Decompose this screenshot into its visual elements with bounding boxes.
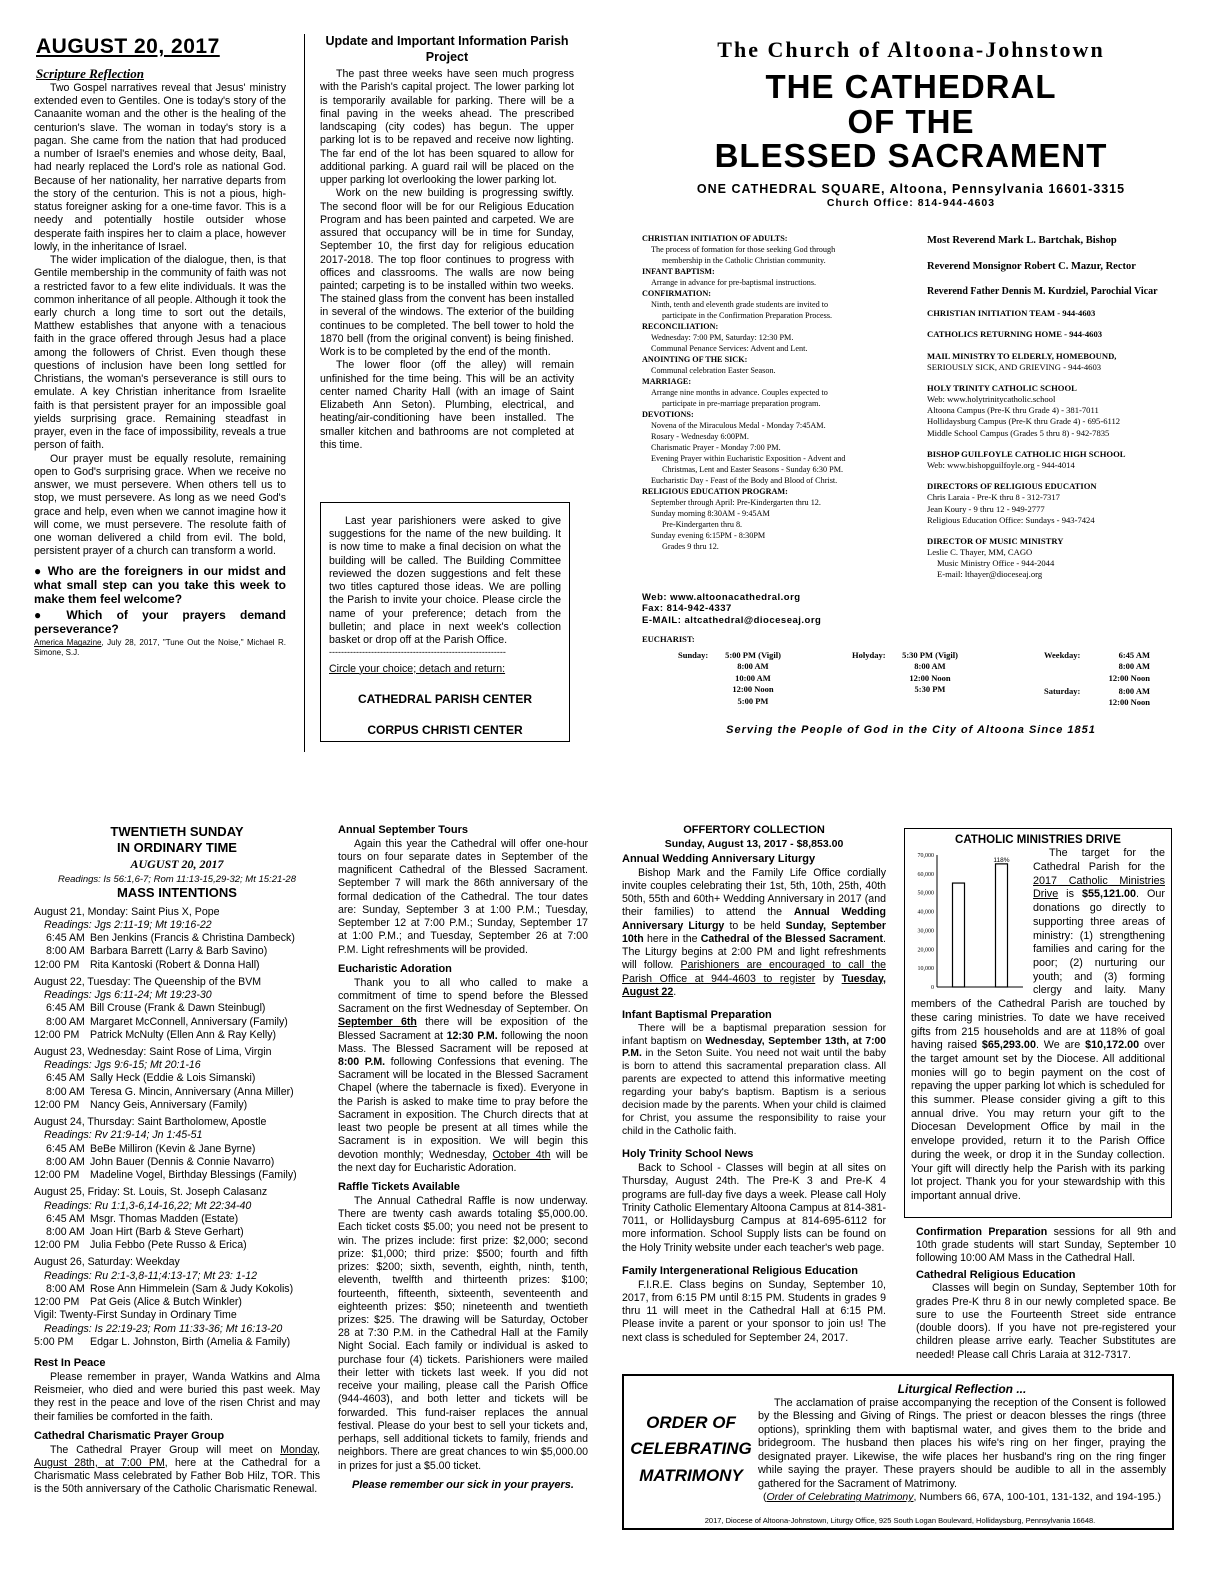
parish-project-paragraph: The past three weeks have seen much progress with the Parish's capital project. The lower parking lot is temporarily available for parking. There will be a final paving in the weeks ahead. The prescribed landscaping (city codes) has begun. The upper parking lot is to be repaved and receive now lighting. The far end of the lot has been squared to allow for additional parking. A guard rail will be placed on the upper parking lot overlooking the lower parking lot.	[320, 68, 574, 187]
y-tick-label: 60,000	[917, 872, 934, 879]
email-link[interactable]: E-MAIL: altcathedral@dioceseaj.org	[642, 614, 822, 626]
vigil-readings: Readings: Is 22:19-23; Rom 11:33-36; Mt 16:13-20	[44, 1322, 283, 1335]
sacrament-detail: Arrange in advance for pre-baptismal instructions.	[651, 277, 817, 287]
serving-tagline: Serving the People of God in the City of Altoona Since 1851	[726, 724, 1096, 736]
liturgical-reflection	[758, 1382, 1166, 1505]
baptism-text: There will be a baptismal preparation session for infant baptism on Wednesday, September 13th, at 7:00 P.M. in the Seton Suite. You need not wait until the baby is born to attend this sacramental preparation class. All parents are expected to attend this informative meeting regarding your baby's baptism. Baptism is a serious decision made by the parents. When your child is claimed for Christ, you assume the responsibility to raise your child in the Catholic faith.	[622, 1022, 887, 1137]
mass-time: 12:00 PM	[34, 1098, 80, 1111]
mass-day-readings: Readings: Jgs 9:6-15; Mt 20:1-16	[44, 1059, 201, 1072]
sacrament-detail: Ninth, tenth and eleventh grade students are invited to	[651, 299, 829, 309]
mass-intention: Joan Hirt (Barb & Steve Gerhart)	[90, 1226, 244, 1239]
parish-project-paragraph: Work on the new building is progressing swiftly. The second floor will be for our Religious Education Program and has been painted and carpeted. We are assured that occupancy will be in time for Sunday, September 10, the first day for religious education 2017-2018. The top floor continues to progress with offices and classrooms. The walls are now being painted; carpeting is to be installed within two weeks. The stained glass from the convent has been installed in several of the windows. The exterior of the building continues to be completed. The bell tower to hold the 1870 bell (from the original convent) is being finished. Work is to be completed by the end of the month.	[320, 187, 574, 359]
mass-intentions-list	[34, 906, 320, 1310]
bar	[996, 864, 1008, 987]
staff-line: BISHOP GUILFOYLE CATHOLIC HIGH SCHOOL	[927, 448, 1126, 459]
sacrament-heading: RECONCILIATION:	[642, 321, 719, 331]
mass-time: 6:45 AM	[46, 1002, 85, 1015]
rector-name: Reverend Monsignor Robert C. Mazur, Rector	[927, 260, 1136, 272]
staff-line: MAIL MINISTRY TO ELDERLY, HOMEBOUND,	[927, 350, 1117, 361]
mass-intention: Edgar L. Johnston, Birth (Amelia & Family)	[90, 1335, 291, 1348]
y-tick-label: 70,000	[917, 853, 934, 860]
y-tick-label: 0	[931, 985, 934, 992]
religious-ed-text: Classes will begin on Sunday, September 10th for grades Pre-K thru 8 in our newly completed space. Be sure to use the Fourteenth Street side entrance (double doors). If you have not pre-registered your children please arrive early. Teacher Substitutes are needed! Please call Chris Laraia at 312-7317.	[916, 1282, 1176, 1361]
sacrament-detail: Arrange nine months in advance. Couples expected to	[651, 387, 828, 397]
mass-time: 5:30 PM (Vigil)	[902, 650, 958, 660]
liturgical-citation: (Order of Celebrating Matrimony, Numbers 66, 67A, 100-101, 131-132, and 194-195.)	[762, 1491, 1162, 1504]
mass-day	[34, 1046, 320, 1112]
sacrament-heading: ANOINTING OF THE SICK:	[642, 354, 748, 364]
mass-time: 8:00 AM	[1118, 686, 1150, 696]
staff-line: Middle School Campus (Grades 5 thru 8) - 942-7835	[927, 427, 1110, 438]
confirmation-text: Confirmation Preparation sessions for all 9th and 10th grade students will start Sunday, September 10 following 10:00 AM Mass in the Cathedral Hall.	[916, 1226, 1177, 1265]
mass-day	[34, 976, 320, 1042]
parish-project-paragraph: The lower floor (off the alley) will remain unfinished for the time being. This will be an activity center named Charity Hall (with an image of Saint Elizabeth Ann Seton). Plumbing, electrical, and heating/air-conditioning have been installed. The smaller kitchen and bathrooms are not completed at this time.	[320, 359, 574, 451]
holyday-label: Holyday:	[852, 650, 886, 660]
sacraments-list	[642, 234, 922, 553]
liturgical-reflection-box	[622, 1374, 1174, 1530]
sacrament-detail: Rosary - Wednesday 6:00PM.	[651, 431, 749, 441]
sunday-readings: Readings: Is 56:1,6-7; Rom 11:13-15,29-32; Mt 15:21-28	[58, 873, 296, 885]
mass-day	[34, 1186, 320, 1252]
vicar-name: Reverend Father Dennis M. Kurdziel, Parochial Vicar	[927, 286, 1158, 298]
mass-time: 6:45 AM	[46, 1212, 85, 1225]
mass-intention: Julia Febbo (Pete Russo & Erica)	[90, 1239, 247, 1252]
mass-time: 10:00 AM	[735, 672, 771, 683]
mass-time: 12:00 Noon	[1108, 697, 1150, 708]
ministries-drive-box	[904, 828, 1172, 1218]
school-news-heading: Holy Trinity School News	[622, 1148, 754, 1161]
mass-entry	[34, 1226, 320, 1239]
liturgy-office-footer: 2017, Diocese of Altoona-Johnstown, Liturgy Office, 925 South Logan Boulevard, Hollidaysburg, Pennsylvania 16648.	[704, 1516, 1096, 1525]
mass-entry	[34, 1156, 320, 1169]
staff-line: CHRISTIAN INITIATION TEAM - 944-4603	[927, 308, 1096, 319]
mass-intention: John Bauer (Dennis & Connie Navarro)	[90, 1155, 275, 1168]
ballot-option-1[interactable]: CATHEDRAL PARISH CENTER	[357, 691, 532, 706]
sacrament-detail: Novena of the Miraculous Medal - Monday 7:45AM.	[651, 420, 826, 430]
y-tick-label: 50,000	[917, 891, 934, 898]
scripture-paragraph: Two Gospel narratives reveal that Jesus' ministry extended even to Gentiles. One is today's story of the Canaanite woman and the other is the healing of the centurion's slave. The woman in today's story is a pagan. She came from the nation that had produced a number of Israel's enemies and whose deity, Baal, had nearly replaced the Lord's role as national God. Because of her nationality, her narrative departs from the story of the centurion. This is not a pious, high-status foreigner asking for a one-time favor. This is a needy and potentially hostile outsider whose desperate faith inspires her to claim a place, however lowly, in the inheritance of Israel.	[34, 82, 286, 253]
staff-line: Web: www.bishopguilfoyle.org - 944-4014	[927, 460, 1075, 470]
sunday-date: AUGUST 20, 2017	[130, 856, 224, 871]
saturday-label: Saturday:	[1044, 686, 1081, 696]
baptism-heading: Infant Baptismal Preparation	[622, 1008, 772, 1021]
mass-entry	[34, 959, 320, 972]
charismatic-heading: Cathedral Charismatic Prayer Group	[34, 1429, 225, 1442]
mass-intention: BeBe Milliron (Kevin & Jane Byrne)	[90, 1142, 256, 1155]
mass-day-readings: Readings: Jgs 2:11-19; Mt 19:16-22	[44, 918, 212, 931]
ballot-option-2[interactable]: CORPUS CHRISTI CENTER	[367, 722, 523, 737]
cathedral-title: THE CATHEDRAL OF THE BLESSED SACRAMENT	[714, 68, 1108, 175]
offertory-heading: OFFERTORY COLLECTION	[683, 824, 825, 836]
liturgical-heading: Liturgical Reflection ...	[897, 1382, 1027, 1396]
mass-time: 8:00 AM	[914, 661, 946, 672]
mass-intention: Sally Heck (Eddie & Lois Simanski)	[90, 1072, 256, 1085]
parish-project-heading: Update and Important Information Parish Project	[325, 34, 569, 64]
mass-day	[34, 1116, 320, 1182]
mass-day-title: August 22, Tuesday: The Queenship of the BVM	[34, 975, 262, 988]
mass-intention: Patrick McNulty (Ellen Ann & Ray Kelly)	[90, 1028, 277, 1041]
mass-entry	[34, 1213, 320, 1226]
parish-project	[320, 34, 574, 452]
sacrament-heading: DEVOTIONS:	[642, 409, 694, 419]
staff-line: Web: www.holytrinitycatholic.school	[927, 394, 1056, 405]
mass-time: 5:00 PM	[34, 1335, 74, 1348]
ministries-drive-chart	[907, 847, 1029, 995]
religious-ed-heading: Cathedral Religious Education	[916, 1268, 1076, 1281]
anniversary-text: Bishop Mark and the Family Life Office cordially invite couples celebrating their 1st, 5th, 10th, 25th, 40th 50th, 55th and 60th+ Wedding Anniversary in 2017 (and their families) to attend the Annual Wedding Anniversary Liturgy to be held Sunday, September 10th here in the Cathedral of the Blessed Sacrament. The Liturgy begins at 2:00 PM and light refreshments will follow. Parishioners are encouraged to call the Parish Office at 944-4603 to register by Tuesday, August 22.	[622, 866, 887, 998]
mass-time: 5:00 PM (Vigil)	[725, 650, 781, 660]
mass-entry	[34, 945, 320, 958]
y-tick-label: 40,000	[917, 909, 934, 916]
mass-intention: Rose Ann Himmelein (Sam & Judy Kokolis)	[90, 1282, 294, 1295]
page-date-title: AUGUST 20, 2017	[36, 35, 220, 58]
mass-intentions-column	[34, 824, 320, 1497]
mass-time: 12:00 Noon	[1108, 672, 1150, 683]
mass-time: 12:00 PM	[34, 1239, 80, 1252]
church-name: The Church of Altoona-Johnstown	[717, 37, 1105, 62]
mass-day-readings: Readings: Jgs 6:11-24; Mt 19:23-30	[44, 989, 212, 1002]
sacrament-detail: September through April: Pre-Kindergarten thru 12.	[651, 497, 821, 507]
sacrament-detail: Communal celebration Easter Season.	[651, 365, 776, 375]
mass-time: 12:00 Noon	[909, 672, 951, 683]
church-office-phone: Church Office: 814-944-4603	[826, 197, 996, 209]
liturgical-text: The acclamation of praise accompanying the reception of the Consent is followed by the Blessing and Giving of Rings. The priest or deacon blesses the rings (three options), sprinkling them with baptismal water, and gives them to the bride and bridegroom. The husband then places his wife's ring on her finger, praying the designated prayer. Likewise, the wife places her husband's ring on the ring finger while saying the prayer. These prayers should be audible to all in the assembly gathered for the Sacrament of Matrimony.	[758, 1397, 1166, 1490]
bar-data-label: 118%	[993, 857, 1010, 865]
fax-number: Fax: 814-942-4337	[642, 603, 732, 615]
matrimony-title: ORDER OF CELEBRATING MATRIMONY	[630, 1413, 752, 1485]
citation: America Magazine, July 28, 2017, "Tune Out the Noise," Michael R. Simone, S.J.	[34, 638, 287, 658]
mass-time: 5:00 PM	[737, 695, 769, 706]
mass-entry	[34, 1169, 320, 1182]
adoration-heading: Eucharistic Adoration	[338, 962, 452, 975]
mass-intention: Madeline Vogel, Birthday Blessings (Family)	[90, 1169, 297, 1182]
mass-time: 12:00 Noon	[732, 684, 774, 695]
sacrament-heading: MARRIAGE:	[642, 376, 692, 386]
raffle-text: The Annual Cathedral Raffle is now underway. There are twenty cash awards totaling $5,000.00. Each ticket costs $5.00; you need not be present to win. The prizes include: first prize: $2,000; second prize: $1,000; third prize: $500; fourth and fifth prizes: $200; sixth, seventh, eighth, ninth, tenth, eleventh, twelfth and thirteenth prizes: $100; fourteenth, fifteenth, sixteenth, seventeenth and eighteenth prizes: $50; nineteenth and twentieth prizes: $25. The drawing will be Saturday, October 28 at 7:30 P.M. in the Cathedral Hall at the Family Night Social. Each family or individual is asked to purchase four (4) tickets. Parishioners were mailed their letter with tickets last week. If you did not receive your mailing, please call the Parish Office (944-4603), and both letter and tickets will be forwarded. This fund-raiser replaces the annual festival. Please do your best to sell your tickets and, perhaps, sell additional tickets to family, friends and neighbors. There are great chances to win $5,000.00 in prizes for just a $5.00 ticket.	[338, 1194, 588, 1472]
anniversary-heading: Annual Wedding Anniversary Liturgy	[622, 852, 816, 865]
ballot-instruction: Circle your choice; detach and return:	[329, 662, 506, 675]
mass-time: 12:00 PM	[34, 1296, 80, 1309]
vigil-entry	[34, 1309, 320, 1349]
events-column	[622, 824, 886, 1345]
vigil-title: Vigil: Twenty-First Sunday in Ordinary Time	[34, 1309, 237, 1322]
sacrament-detail: membership in the Catholic Christian community.	[662, 255, 826, 265]
mass-time: 8:00 AM	[46, 945, 85, 958]
tours-text: Again this year the Cathedral will offer one-hour tours on four separate dates in September of the magnificent Cathedral of the Blessed Sacrament. September 7 will mark the 86th anniversary of the formal dedication of the Cathedral. The tour dates are: Sunday, September 3 at 1:00 P.M.; Tuesday, September 12 at 7:00 P.M.; Sunday, September 17 at 1:00 P.M.; and Tuesday, September 26 at 7:00 P.M. Light refreshments will be provided.	[338, 837, 588, 956]
announcements-column	[338, 824, 588, 1493]
weekday-mass-times	[1090, 650, 1150, 684]
school-news-text: Back to School - Classes will begin at all sites on Thursday, August 24th. The Pre-K 3 and Pre-K 4 programs are full-day five days a week. Please call Holy Trinity Catholic Elementary Altoona Campus at 814-381-7011, or Hollidaysburg Campus at 814-695-6112 for more information. School Supply lists can be found on the Holy Trinity website under each teacher's web page.	[622, 1162, 886, 1254]
mass-intention: Rita Kantoski (Robert & Donna Hall)	[90, 958, 260, 971]
mass-day-title: August 21, Monday: Saint Pius X, Pope	[34, 905, 220, 918]
website-link[interactable]: Web: www.altoonacathedral.org	[642, 592, 801, 603]
scripture-paragraph: Our prayer must be equally resolute, remaining open to God's surprising grace. When we receive no answer, we must persevere. When others tell us to stop, we must persevere. As long as we need God's grace and help, even when we cannot imagine how it will come, we must persevere. The resolute faith of one woman delivered a child from evil. The bold, persistent prayer of a church can transform a world.	[34, 452, 286, 558]
mass-time: 8:00 AM	[46, 1282, 85, 1295]
mass-intention: Ben Jenkins (Francis & Christina Dambeck)	[90, 932, 295, 945]
fire-heading: Family Intergenerational Religious Education	[622, 1264, 858, 1277]
sacrament-detail: Eucharistic Day - Feast of the Body and Blood of Christ.	[651, 475, 838, 485]
mass-time: 8:00 AM	[46, 1015, 85, 1028]
mass-time: 6:45 AM	[46, 1142, 85, 1155]
sacrament-detail: Pre-Kindergarten thru 8.	[662, 519, 743, 529]
cathedral-address: ONE CATHEDRAL SQUARE, Altoona, Pennsylvania 16601-3315	[696, 182, 1126, 196]
mass-intention: Bill Crouse (Frank & Dawn Steinbugl)	[90, 1002, 266, 1015]
sunday-label: Sunday:	[678, 650, 709, 660]
tear-line: -----------------------------------------------------------	[329, 647, 506, 658]
sacrament-heading: INFANT BAPTISM:	[642, 266, 715, 276]
mass-day-readings: Readings: Ru 1:1,3-6,14-16,22; Mt 22:34-40	[44, 1199, 252, 1212]
bishop-name: Most Reverend Mark L. Bartchak, Bishop	[927, 235, 1117, 246]
contact-info	[642, 592, 942, 626]
mass-intention: Msgr. Thomas Madden (Estate)	[90, 1212, 239, 1225]
mass-entry	[34, 1002, 320, 1015]
sacrament-detail: participate in pre-marriage preparation program.	[662, 398, 821, 408]
mass-entry	[34, 1072, 320, 1085]
mass-entry	[34, 932, 320, 945]
mass-intentions-heading: MASS INTENTIONS	[117, 885, 237, 901]
bar	[953, 883, 965, 987]
charismatic-text: The Cathedral Prayer Group will meet on Monday, August 28th, at 7:00 PM, here at the Cathedral for a Charismatic Mass celebrated by Father Bob Hilz, TOR. This is the 50th anniversary of the Catholic Charismatic Renewal.	[34, 1443, 320, 1496]
staff-line: E-mail: lthayer@dioceseaj.org	[937, 569, 1043, 580]
mass-time: 8:00 AM	[46, 1226, 85, 1239]
mass-time: 12:00 PM	[34, 958, 80, 971]
staff-line: Leslie C. Thayer, MM, CAGO	[927, 547, 1033, 558]
fire-text: F.I.R.E. Class begins on Sunday, September 10, 2017, from 6:15 PM until 8:15 PM. Students in grades 9 thru 11 will meet in the Cathedral Hall at 6:15 PM. Please invite a parent or your sponsor to join us! The next class is scheduled for September 24, 2017.	[622, 1278, 886, 1344]
mass-entry	[34, 1099, 320, 1112]
mass-time: 6:45 AM	[46, 932, 85, 945]
mass-day-title: August 24, Thursday: Saint Bartholomew, Apostle	[34, 1116, 267, 1129]
staff-line: Hollidaysburg Campus (Pre-K thru Grade 4) - 695-6112	[927, 416, 1121, 427]
column-divider	[304, 34, 305, 752]
sacrament-detail: Grades 9 thru 12.	[662, 541, 719, 551]
mass-day	[34, 906, 320, 972]
sacrament-detail: The process of formation for those seeking God through	[651, 244, 836, 254]
staff-line: HOLY TRINITY CATHOLIC SCHOOL	[927, 382, 1077, 393]
ministries-drive-text: The target for the Cathedral Parish for the 2017 Catholic Ministries Drive is $55,121.00. Our donations go directly to supporting three areas of ministry: (1) strengthening families and caring for the poor; (2) nurturing our youth; and (3) forming clergy and laity. Many members of the Cathedral Parish are touched by these caring ministries. To date we have received gifts from 215 households and are at 118% of goal having raised $65,293.00. We are $10,172.00 over the target amount set by the Diocese. All additional monies will go to begin payment on the cost of repaving the upper parking lot which is scheduled for this summer. Please consider giving a gift to this annual drive. You may return your gift to the Diocesan Development Office by mail in the envelope provided, return it to the Parish Office during the week, or drop it in the Sunday collection. Your gift will directly help the Parish with its parking lot project. Thank you for your stewardship with this important annual drive.	[911, 847, 1165, 1202]
saturday-mass-times	[1090, 686, 1150, 709]
mass-entry	[34, 1029, 320, 1042]
sacrament-detail: Sunday evening 6:15PM - 8:30PM	[651, 530, 766, 540]
staff-line: Religious Education Office: Sundays - 943-7424	[927, 514, 1095, 525]
sacrament-detail: Sunday morning 8:30AM - 9:45AM	[651, 508, 770, 518]
scripture-heading: Scripture Reflection	[36, 66, 144, 81]
offertory-amount: Sunday, August 13, 2017 - $8,853.00	[664, 837, 844, 850]
sick-prayer-note: Please remember our sick in your prayers.	[352, 1478, 574, 1491]
sacrament-detail: Evening Prayer within Eucharistic Exposition - Advent and	[651, 453, 846, 463]
mass-time: 12:00 PM	[34, 1028, 80, 1041]
scripture-reflection	[34, 82, 286, 658]
mass-time: 6:45 AM	[1118, 650, 1150, 660]
staff-directory	[927, 234, 1217, 581]
mass-intention: Margaret McConnell, Anniversary (Family)	[90, 1015, 288, 1028]
staff-line: Chris Laraia - Pre-K thru 8 - 312-7317	[927, 492, 1060, 503]
staff-line: CATHOLICS RETURNING HOME - 944-4603	[927, 329, 1103, 340]
staff-line: Jean Koury - 9 thru 12 - 949-2777	[927, 503, 1045, 514]
staff-line: SERIOUSLY SICK, AND GRIEVING - 944-4603	[927, 361, 1102, 372]
mass-entry	[34, 1143, 320, 1156]
mass-intention: Barbara Barrett (Larry & Barb Savino)	[90, 945, 268, 958]
sacrament-detail: participate in the Confirmation Preparation Process.	[662, 310, 833, 320]
ballot-text: Last year parishioners were asked to give suggestions for the name of the new building. It is now time to make a final decision on what the building will be called. The Building Committee reviewed the dozen suggestions and felt these two titles captured those ideas. We are polling the Parish to invite your choice. Please circle the name of your preference; detach from the bulletin; and place in next week's collection basket or drop off at the Parish Office.	[329, 515, 561, 647]
y-tick-label: 20,000	[917, 947, 934, 954]
rest-in-peace-heading: Rest In Peace	[34, 1357, 106, 1370]
staff-line: Music Ministry Office - 944-2044	[937, 558, 1055, 569]
mass-day	[34, 1256, 320, 1309]
tours-heading: Annual September Tours	[338, 824, 468, 836]
mass-day-title: August 23, Wednesday: Saint Rose of Lima, Virgin	[34, 1045, 272, 1058]
mass-entry	[34, 1016, 320, 1029]
mass-entry	[34, 1296, 320, 1309]
mass-time: 8:00 AM	[737, 661, 769, 672]
holyday-mass-times	[890, 650, 970, 696]
reflection-question: ● Which of your prayers demand perseverance?	[34, 607, 286, 636]
sacrament-heading: RELIGIOUS EDUCATION PROGRAM:	[642, 486, 788, 496]
right-notices	[916, 1226, 1176, 1362]
staff-contacts	[927, 308, 1217, 580]
sacrament-detail: Communal Penance Services: Advent and Lent.	[651, 343, 808, 353]
reflection-question: ● Who are the foreigners in our midst and what small step can you take this week to make them feel welcome?	[34, 564, 286, 607]
building-name-ballot	[320, 502, 570, 742]
adoration-text: Thank you to all who called to make a commitment of time to spend before the Blessed Sacrament on the first Wednesday of September. On September 6th there will be exposition of the Blessed Sacrament at 12:30 P.M. following the noon Mass. The Blessed Sacrament will be reposed at 8:00 P.M. following Confessions that evening. The Sacrament will be located in the Blessed Sacrament Chapel (where the tabernacle is fixed). Everyone in the Parish is asked to make time to pray before the Sacrament in exposition. The Church directs that at least two people be present at all times while the Sacrament is in exposition. We will begin this devotion monthly; Wednesday, October 4th will be the next day for Eucharistic Adoration.	[338, 976, 589, 1174]
eucharist-label: EUCHARIST:	[642, 634, 695, 644]
mass-entry	[34, 1086, 320, 1099]
mass-day-readings: Readings: Ru 2:1-3,8-11;4:13-17; Mt 23: 1-12	[44, 1269, 257, 1282]
staff-line: DIRECTORS OF RELIGIOUS EDUCATION	[927, 481, 1097, 492]
mass-day-title: August 25, Friday: St. Louis, St. Joseph Calasanz	[34, 1186, 268, 1199]
raffle-heading: Raffle Tickets Available	[338, 1181, 460, 1194]
ministries-drive-heading: CATHOLIC MINISTRIES DRIVE	[955, 834, 1121, 846]
sacrament-detail: Charismatic Prayer - Monday 7:00 PM.	[651, 442, 781, 452]
mass-intention: Teresa G. Mincin, Anniversary (Anna Miller)	[90, 1085, 294, 1098]
y-tick-label: 30,000	[917, 928, 934, 935]
mass-time: 8:00 AM	[46, 1155, 85, 1168]
sunday-title: TWENTIETH SUNDAY IN ORDINARY TIME	[110, 824, 244, 856]
sunday-mass-times	[716, 650, 790, 707]
mass-intention: Nancy Geis, Anniversary (Family)	[90, 1098, 248, 1111]
rest-in-peace-text: Please remember in prayer, Wanda Watkins and Alma Reismeier, who died and were buried this past week. May they rest in the peace and love of the risen Christ and may their families be comforted in the faith.	[34, 1370, 320, 1423]
mass-time: 12:00 PM	[34, 1169, 80, 1182]
mass-intention: Pat Geis (Alice & Butch Winkler)	[90, 1296, 242, 1309]
mass-entry	[34, 1283, 320, 1296]
mass-entry	[34, 1239, 320, 1252]
staff-line: Altoona Campus (Pre-K thru Grade 4) - 381-7011	[927, 405, 1099, 416]
sacrament-detail: Wednesday: 7:00 PM, Saturday: 12:30 PM.	[651, 332, 794, 342]
mass-day-title: August 26, Saturday: Weekday	[34, 1256, 180, 1269]
scripture-paragraph: The wider implication of the dialogue, then, is that Gentile membership in the community of faith was not a restricted favor to a few elite individuals. It was the common inheritance of all people. Although it took the early church a long time to sort out the details, Matthew establishes that anyone with a tenacious faith in the grace offered through Jesus had a place among the followers of Christ. Even though these questions of inclusion have been long settled for Christians, the woman's perseverance is still ours to emulate. A key Christian inheritance from Israelite faith is that persistent prayer for an impossible goal yields surprising grace. Remaining steadfast in prayer, even in the face of impossibility, reveals a true person of faith.	[34, 254, 287, 452]
mass-time: 5:30 PM	[914, 684, 946, 695]
mass-time: 8:00 AM	[46, 1085, 85, 1098]
sacrament-detail: Christmas, Lent and Easter Seasons - Sunday 6:30 PM.	[662, 464, 844, 474]
y-tick-label: 10,000	[917, 966, 934, 973]
citation-link[interactable]: America Magazine	[34, 638, 102, 648]
sacrament-heading: CONFIRMATION:	[642, 288, 711, 298]
weekday-label: Weekday:	[1044, 650, 1081, 660]
sacrament-heading: CHRISTIAN INITIATION OF ADULTS:	[642, 234, 788, 243]
mass-day-readings: Readings: Rv 21:9-14; Jn 1:45-51	[44, 1129, 203, 1142]
mass-time: 8:00 AM	[1118, 661, 1150, 672]
mass-time: 6:45 AM	[46, 1072, 85, 1085]
staff-line: DIRECTOR OF MUSIC MINISTRY	[927, 535, 1064, 546]
